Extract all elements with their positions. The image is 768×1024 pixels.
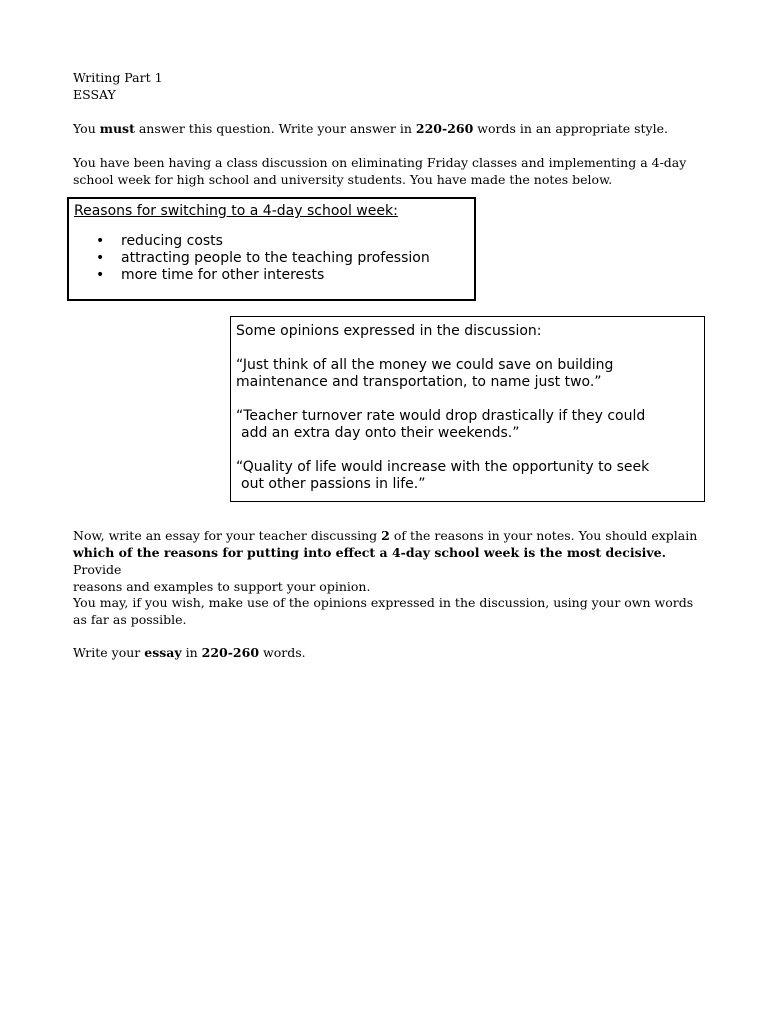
opinions-title: Some opinions expressed in the discussion: xyxy=(236,323,542,339)
reasons-list xyxy=(74,233,474,284)
task-line: reasons and examples to support your opinion. xyxy=(73,579,371,594)
reason-text: reducing costs xyxy=(121,233,223,249)
bullet-icon: • xyxy=(96,267,105,283)
bullet-icon: • xyxy=(96,233,105,249)
opinion-quote-line: out other passions in life.” xyxy=(241,476,426,492)
context-paragraph xyxy=(73,154,703,188)
word-count-range: 220-260 xyxy=(415,121,474,136)
opinion-quote-line: “Teacher turnover rate would drop drastically if they could xyxy=(236,408,646,424)
reasons-box xyxy=(67,197,476,301)
instruction-text: You xyxy=(73,121,100,136)
task-text: of the reasons in your notes. You should explain xyxy=(389,528,698,543)
context-line: school week for high school and university students. You have made the notes below. xyxy=(73,172,613,187)
optional-line: You may, if you wish, make use of the opinions expressed in the discussion, using your own words xyxy=(73,595,694,610)
instruction-emphasis: must xyxy=(99,121,135,136)
final-instruction xyxy=(73,644,703,661)
optional-line: as far as possible. xyxy=(73,612,187,627)
task-paragraph xyxy=(73,527,703,595)
list-item xyxy=(74,250,474,267)
task-line xyxy=(73,544,703,578)
final-emphasis: essay xyxy=(144,645,182,660)
task-key-question: which of the reasons for putting into effect a 4-day school week is the most decisive. xyxy=(73,545,666,560)
final-text: Write your xyxy=(73,645,145,660)
opinions-box xyxy=(230,316,705,502)
task-text: Provide xyxy=(73,562,122,577)
opinion-quote-line: “Just think of all the money we could save on building xyxy=(236,357,614,373)
opinion-quote-line: “Quality of life would increase with the opportunity to seek xyxy=(236,459,650,475)
list-item xyxy=(74,233,474,250)
task-type-label: ESSAY xyxy=(73,87,116,102)
task-line xyxy=(73,527,703,544)
instruction-text: words in an appropriate style. xyxy=(473,121,668,136)
final-text: words. xyxy=(259,645,306,660)
opinion-quote-line: maintenance and transportation, to name just two.” xyxy=(236,374,602,390)
bullet-icon: • xyxy=(96,250,105,266)
task-text: Now, write an essay for your teacher discussing xyxy=(73,528,382,543)
optional-paragraph xyxy=(73,594,703,628)
opinion-quote-line: add an extra day onto their weekends.” xyxy=(241,425,520,441)
word-count-range: 220-260 xyxy=(201,645,260,660)
instruction-text: answer this question. Write your answer in xyxy=(134,121,416,136)
part-label: Writing Part 1 xyxy=(73,70,163,85)
reason-text: more time for other interests xyxy=(121,267,325,283)
header xyxy=(73,69,703,103)
reasons-title: Reasons for switching to a 4-day school week: xyxy=(74,203,398,219)
instruction-paragraph xyxy=(73,120,703,137)
context-line: You have been having a class discussion on eliminating Friday classes and implementing a 4-day xyxy=(73,155,687,170)
reason-text: attracting people to the teaching profession xyxy=(121,250,430,266)
task-number: 2 xyxy=(381,528,390,543)
list-item xyxy=(74,267,474,284)
final-text: in xyxy=(181,645,202,660)
